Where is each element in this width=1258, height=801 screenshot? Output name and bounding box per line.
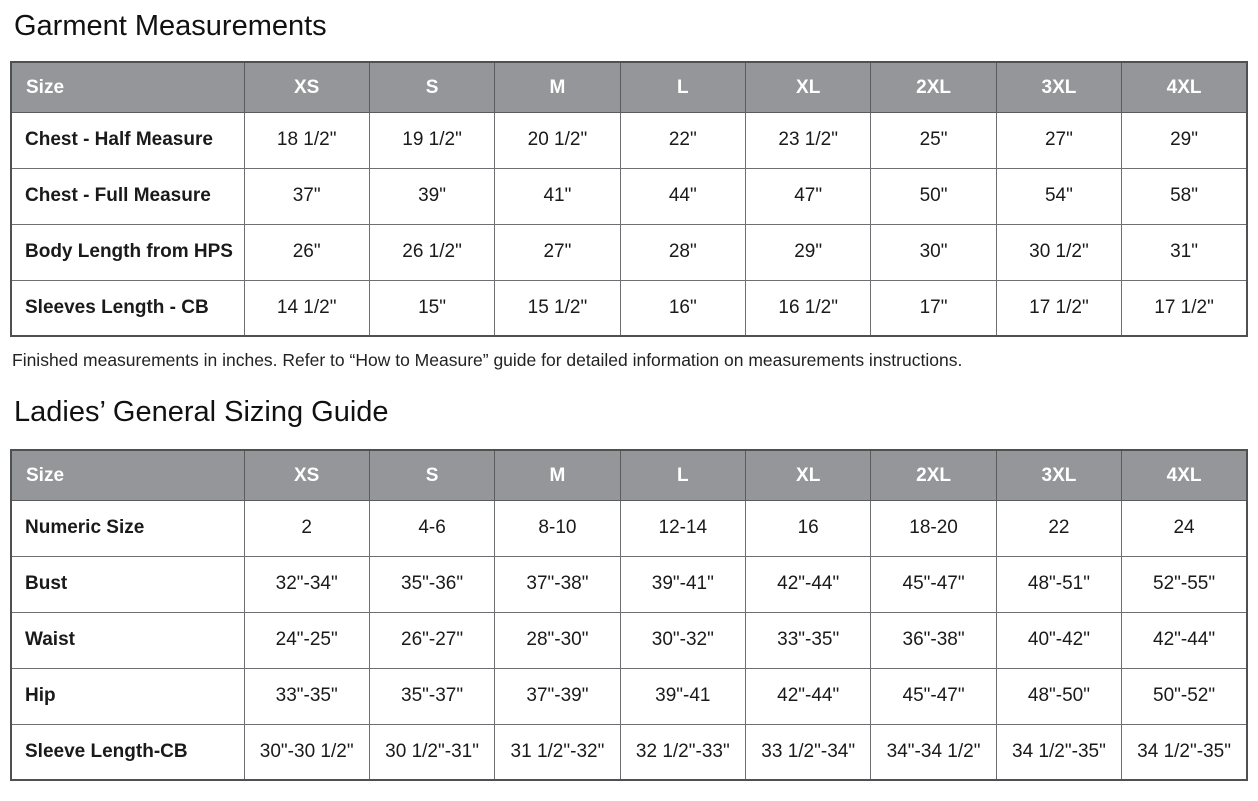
measurement-cell: 29" [1122, 112, 1247, 168]
measurement-cell: 40"-42" [996, 612, 1121, 668]
measurement-cell: 34 1/2"-35" [1122, 724, 1247, 780]
measurement-cell: 24"-25" [244, 612, 369, 668]
measurement-cell: 54" [996, 168, 1121, 224]
measurement-cell: 15" [369, 280, 494, 336]
measurements-footnote: Finished measurements in inches. Refer to “How to Measure” guide for detailed information on measurements instructions. [12, 350, 963, 371]
measurement-cell: 35"-37" [369, 668, 494, 724]
measurement-cell: 58" [1122, 168, 1247, 224]
measurement-cell: 22" [620, 112, 745, 168]
measurement-cell: 14 1/2" [244, 280, 369, 336]
measurement-cell: 4-6 [369, 500, 494, 556]
measurement-cell: 29" [746, 224, 871, 280]
measurement-cell: 33"-35" [746, 612, 871, 668]
measurement-cell: 16 1/2" [746, 280, 871, 336]
measurement-cell: 28" [620, 224, 745, 280]
row-label: Sleeves Length - CB [11, 280, 244, 336]
table-row [11, 500, 1247, 556]
measurement-cell: 30 1/2"-31" [369, 724, 494, 780]
size-header-m: M [495, 450, 620, 500]
ladies-sizing-guide-title: Ladies’ General Sizing Guide [14, 396, 389, 428]
measurement-cell: 36"-38" [871, 612, 996, 668]
garment-measurements-title: Garment Measurements [14, 10, 327, 42]
measurement-cell: 26 1/2" [369, 224, 494, 280]
measurement-cell: 37"-39" [495, 668, 620, 724]
measurement-cell: 45"-47" [871, 668, 996, 724]
measurement-cell: 33 1/2"-34" [746, 724, 871, 780]
row-label: Chest - Full Measure [11, 168, 244, 224]
size-header-2xl: 2XL [871, 450, 996, 500]
measurement-cell: 26" [244, 224, 369, 280]
row-label: Bust [11, 556, 244, 612]
measurement-cell: 42"-44" [746, 668, 871, 724]
measurement-cell: 30" [871, 224, 996, 280]
size-header-3xl: 3XL [996, 62, 1121, 112]
row-label: Waist [11, 612, 244, 668]
size-header-l: L [620, 62, 745, 112]
size-header-xs: XS [244, 450, 369, 500]
measurement-cell: 35"-36" [369, 556, 494, 612]
measurement-cell: 34"-34 1/2" [871, 724, 996, 780]
measurement-cell: 42"-44" [746, 556, 871, 612]
measurement-cell: 15 1/2" [495, 280, 620, 336]
size-header-xs: XS [244, 62, 369, 112]
measurement-cell: 31 1/2"-32" [495, 724, 620, 780]
size-column-header: Size [11, 62, 244, 112]
measurement-cell: 32 1/2"-33" [620, 724, 745, 780]
measurement-cell: 48"-50" [996, 668, 1121, 724]
garment-measurements-table [10, 61, 1248, 337]
measurement-cell: 18-20 [871, 500, 996, 556]
row-label: Sleeve Length-CB [11, 724, 244, 780]
size-header-l: L [620, 450, 745, 500]
measurement-cell: 16 [746, 500, 871, 556]
size-header-m: M [495, 62, 620, 112]
measurement-cell: 30"-30 1/2" [244, 724, 369, 780]
measurement-cell: 23 1/2" [746, 112, 871, 168]
size-header-row [11, 62, 1247, 112]
measurement-cell: 50"-52" [1122, 668, 1247, 724]
table-row [11, 668, 1247, 724]
size-header-row [11, 450, 1247, 500]
size-header-4xl: 4XL [1122, 450, 1247, 500]
size-header-3xl: 3XL [996, 450, 1121, 500]
measurement-cell: 19 1/2" [369, 112, 494, 168]
table-row [11, 556, 1247, 612]
table-row [11, 280, 1247, 336]
measurement-cell: 2 [244, 500, 369, 556]
measurement-cell: 17 1/2" [1122, 280, 1247, 336]
size-header-2xl: 2XL [871, 62, 996, 112]
measurement-cell: 16" [620, 280, 745, 336]
measurement-cell: 27" [996, 112, 1121, 168]
measurement-cell: 26"-27" [369, 612, 494, 668]
measurement-cell: 44" [620, 168, 745, 224]
table-row [11, 724, 1247, 780]
measurement-cell: 27" [495, 224, 620, 280]
measurement-cell: 32"-34" [244, 556, 369, 612]
size-header-s: S [369, 62, 494, 112]
table-row [11, 168, 1247, 224]
measurement-cell: 37"-38" [495, 556, 620, 612]
measurement-cell: 45"-47" [871, 556, 996, 612]
measurement-cell: 39" [369, 168, 494, 224]
row-label: Numeric Size [11, 500, 244, 556]
table-row [11, 612, 1247, 668]
size-column-header: Size [11, 450, 244, 500]
measurement-cell: 50" [871, 168, 996, 224]
ladies-sizing-guide-table [10, 449, 1248, 781]
measurement-cell: 20 1/2" [495, 112, 620, 168]
measurement-cell: 48"-51" [996, 556, 1121, 612]
measurement-cell: 47" [746, 168, 871, 224]
measurement-cell: 31" [1122, 224, 1247, 280]
measurement-cell: 8-10 [495, 500, 620, 556]
measurement-cell: 52"-55" [1122, 556, 1247, 612]
measurement-cell: 24 [1122, 500, 1247, 556]
measurement-cell: 28"-30" [495, 612, 620, 668]
measurement-cell: 37" [244, 168, 369, 224]
size-header-4xl: 4XL [1122, 62, 1247, 112]
measurement-cell: 17 1/2" [996, 280, 1121, 336]
size-header-xl: XL [746, 62, 871, 112]
measurement-cell: 34 1/2"-35" [996, 724, 1121, 780]
row-label: Body Length from HPS [11, 224, 244, 280]
row-label: Chest - Half Measure [11, 112, 244, 168]
measurement-cell: 33"-35" [244, 668, 369, 724]
measurement-cell: 17" [871, 280, 996, 336]
table-row [11, 112, 1247, 168]
row-label: Hip [11, 668, 244, 724]
measurement-cell: 42"-44" [1122, 612, 1247, 668]
measurement-cell: 25" [871, 112, 996, 168]
measurement-cell: 18 1/2" [244, 112, 369, 168]
measurement-cell: 30 1/2" [996, 224, 1121, 280]
measurement-cell: 41" [495, 168, 620, 224]
measurement-cell: 39"-41 [620, 668, 745, 724]
table-row [11, 224, 1247, 280]
measurement-cell: 30"-32" [620, 612, 745, 668]
measurement-cell: 12-14 [620, 500, 745, 556]
measurement-cell: 39"-41" [620, 556, 745, 612]
size-header-xl: XL [746, 450, 871, 500]
measurement-cell: 22 [996, 500, 1121, 556]
size-header-s: S [369, 450, 494, 500]
